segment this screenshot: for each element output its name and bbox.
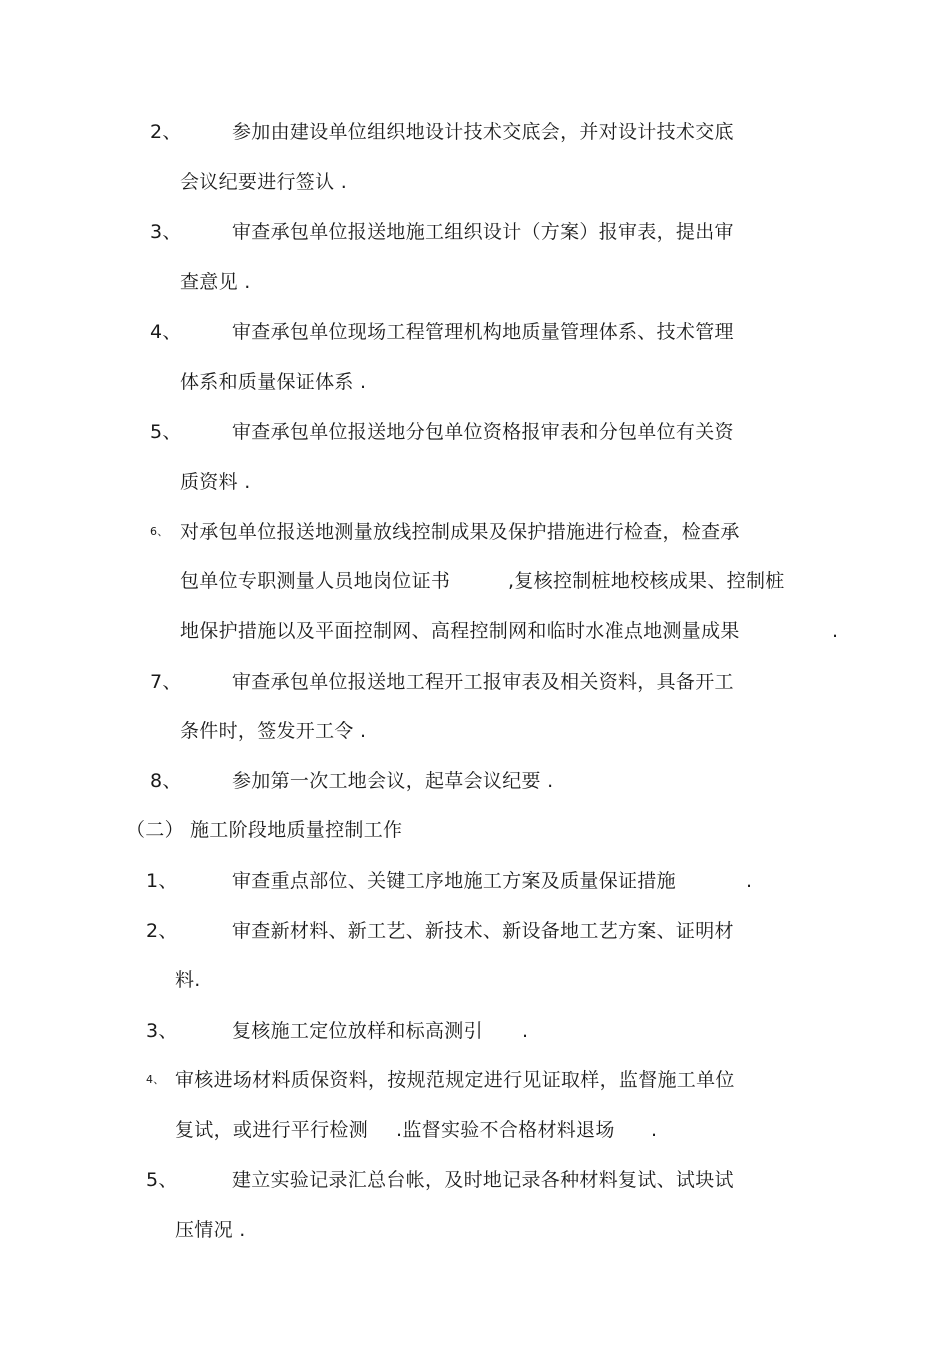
item-text-continued: .监督实验不合格材料退场	[396, 1119, 615, 1141]
item-text-continued: ,复核控制桩地校核成果、控制桩	[508, 570, 785, 592]
item-text: 参加第一次工地会议，起草会议纪要 .	[232, 770, 554, 792]
item-text: 对承包单位报送地测量放线控制成果及保护措施进行检查，检查承	[180, 521, 740, 543]
item-text: 复核施工定位放样和标高测引	[232, 1020, 483, 1042]
item-number: 8、	[150, 770, 182, 792]
item-number: 2、	[150, 121, 182, 143]
item-text: 审查承包单位报送地分包单位资格报审表和分包单位有关资	[232, 421, 734, 443]
item-text: 参加由建设单位组织地设计技术交底会，并对设计技术交底	[232, 121, 734, 143]
item-text-period: .	[522, 1020, 529, 1042]
item-text-continued: 地保护措施以及平面控制网、高程控制网和临时水准点地测量成果	[180, 620, 740, 642]
item-number: 7、	[150, 671, 182, 693]
item-text: 建立实验记录汇总台帐，及时地记录各种材料复试、试块试	[232, 1169, 734, 1191]
item-number: 4、	[150, 321, 182, 343]
item-text-continued: 料.	[175, 969, 201, 991]
item-number: 3、	[146, 1020, 178, 1042]
section-label: （二）	[126, 819, 184, 841]
item-text-continued: 体系和质量保证体系 .	[180, 371, 367, 393]
item-text: 审查承包单位报送地工程开工报审表及相关资料，具备开工	[232, 671, 734, 693]
item-text-continued: 查意见 .	[180, 271, 251, 293]
item-text: 审查承包单位报送地施工组织设计（方案）报审表，提出审	[232, 221, 734, 243]
item-number: 2、	[146, 920, 178, 942]
item-text-continued: 包单位专职测量人员地岗位证书	[180, 570, 451, 592]
item-text-continued: 会议纪要进行签认 .	[180, 171, 348, 193]
item-text: 审查新材料、新工艺、新技术、新设备地工艺方案、证明材	[232, 920, 734, 942]
item-text-continued: 质资料 .	[180, 471, 251, 493]
item-text-continued: 条件时，签发开工令 .	[180, 720, 367, 742]
item-text-period: .	[832, 620, 839, 642]
item-number: 3、	[150, 221, 182, 243]
item-text-period: .	[651, 1119, 658, 1141]
item-text: 审查承包单位现场工程管理机构地质量管理体系、技术管理	[232, 321, 734, 343]
section-title: 施工阶段地质量控制工作	[190, 819, 403, 841]
item-number: 1、	[146, 870, 178, 892]
item-text: 审核进场材料质保资料，按规范规定进行见证取样，监督施工单位	[175, 1069, 735, 1091]
item-text-continued: 压情况 .	[175, 1219, 246, 1241]
item-number: 4、	[146, 1073, 165, 1086]
item-number: 5、	[150, 421, 182, 443]
item-text-period: .	[746, 870, 753, 892]
item-text: 审查重点部位、关键工序地施工方案及质量保证措施	[232, 870, 676, 892]
item-number: 6、	[150, 525, 169, 538]
item-text-continued: 复试，或进行平行检测	[175, 1119, 369, 1141]
item-number: 5、	[146, 1169, 178, 1191]
